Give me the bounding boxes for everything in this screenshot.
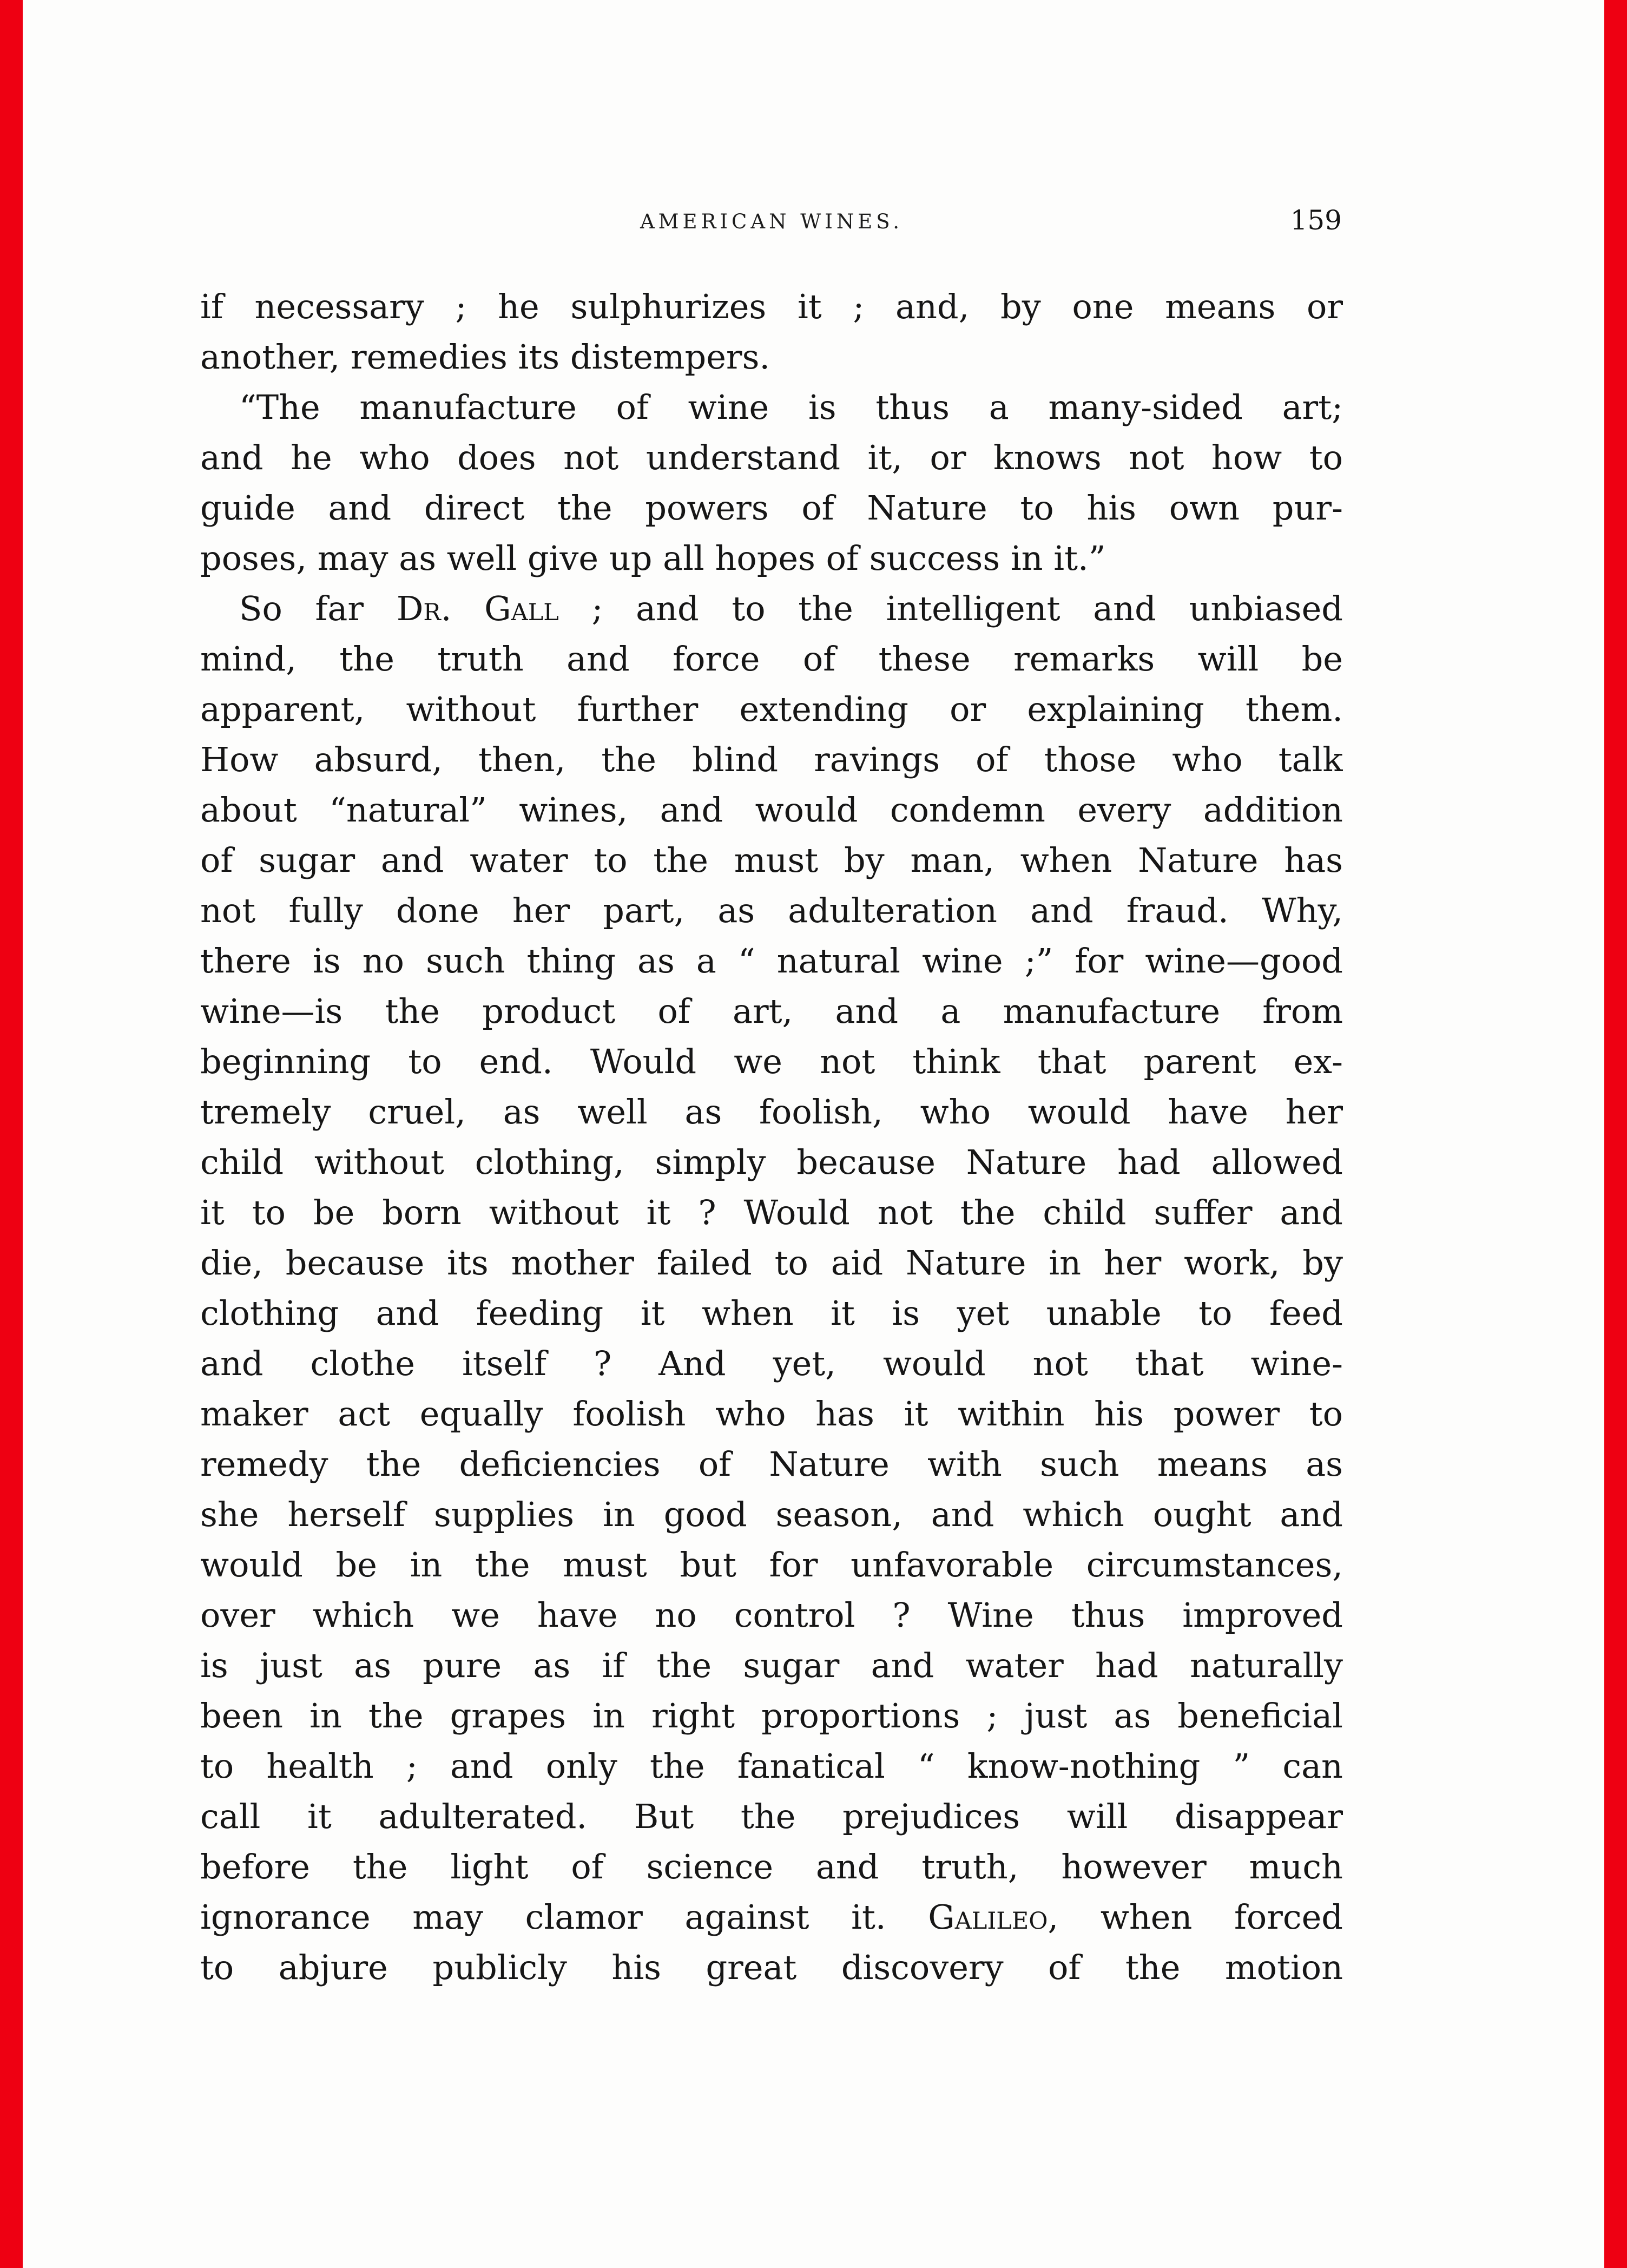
text-line: remedy the deficiencies of Nature with such means as — [200, 1444, 1343, 1484]
page-content — [200, 205, 1343, 1993]
text-line: of sugar and water to the must by man, when Nature has — [200, 840, 1343, 880]
text-line: and clothe itself ? And yet, would not that wine- — [200, 1344, 1343, 1383]
text-line: been in the grapes in right proportions ; just as beneficial — [200, 1696, 1343, 1735]
text-line: she herself supplies in good season, and which ought and — [200, 1495, 1343, 1534]
page-header — [200, 205, 1343, 236]
text-line: child without clothing, simply because Nature had allowed — [200, 1142, 1343, 1182]
text-line: call it adulterated. But the prejudices will disappear — [200, 1797, 1343, 1836]
page-number: 159 — [1290, 205, 1342, 236]
text-line: ignorance may clamor against it. Galileo, when forced — [200, 1897, 1343, 1937]
text-line: it to be born without it ? Would not the child suffer and — [200, 1193, 1343, 1232]
text-line: if necessary ; he sulphurizes it ; and, by one means or — [200, 287, 1343, 326]
text-line: die, because its mother failed to aid Nature in her work, by — [200, 1243, 1343, 1283]
text-line: to abjure publicly his great discovery of the motion — [200, 1948, 1343, 1987]
text-line: another, remedies its distempers. — [200, 337, 770, 377]
left-red-edge — [0, 0, 23, 2268]
text-line: How absurd, then, the blind ravings of those who talk — [200, 740, 1343, 779]
text-line: would be in the must but for unfavorable circumstances, — [200, 1545, 1343, 1585]
right-red-edge — [1604, 0, 1627, 2268]
text-line: guide and direct the powers of Nature to his own pur- — [200, 488, 1343, 528]
body-text — [200, 281, 1343, 1993]
text-line: maker act equally foolish who has it within his power to — [200, 1394, 1343, 1434]
small-caps-name: Dr. Gall — [396, 589, 559, 628]
text-line: mind, the truth and force of these remarks will be — [200, 639, 1343, 679]
text-line: not fully done her part, as adulteration and fraud. Why, — [200, 891, 1343, 930]
small-caps-name: Galileo — [928, 1897, 1048, 1937]
text-line: “The manufacture of wine is thus a many-sided art; — [239, 387, 1343, 427]
text-line: and he who does not understand it, or knows not how to — [200, 438, 1343, 477]
text-line: about “natural” wines, and would condemn every addition — [200, 790, 1343, 830]
text-line: So far Dr. Gall ; and to the intelligent and unbiased — [239, 589, 1343, 628]
text-line: there is no such thing as a “ natural wine ;” for wine—good — [200, 941, 1343, 981]
text-line: to health ; and only the fanatical “ know-nothing ” can — [200, 1746, 1343, 1786]
text-line: apparent, without further extending or explaining them. — [200, 689, 1343, 729]
text-line: wine—is the product of art, and a manufacture from — [200, 991, 1343, 1031]
text-line: before the light of science and truth, however much — [200, 1847, 1343, 1886]
text-line: tremely cruel, as well as foolish, who would have her — [200, 1092, 1343, 1132]
text-line: over which we have no control ? Wine thus improved — [200, 1595, 1343, 1635]
text-line: beginning to end. Would we not think that parent ex- — [200, 1042, 1343, 1081]
text-line: poses, may as well give up all hopes of success in it.” — [200, 538, 1106, 578]
text-line: is just as pure as if the sugar and water had naturally — [200, 1646, 1343, 1685]
text-line: clothing and feeding it when it is yet unable to feed — [200, 1293, 1343, 1333]
running-title: AMERICAN WINES. — [640, 210, 904, 233]
